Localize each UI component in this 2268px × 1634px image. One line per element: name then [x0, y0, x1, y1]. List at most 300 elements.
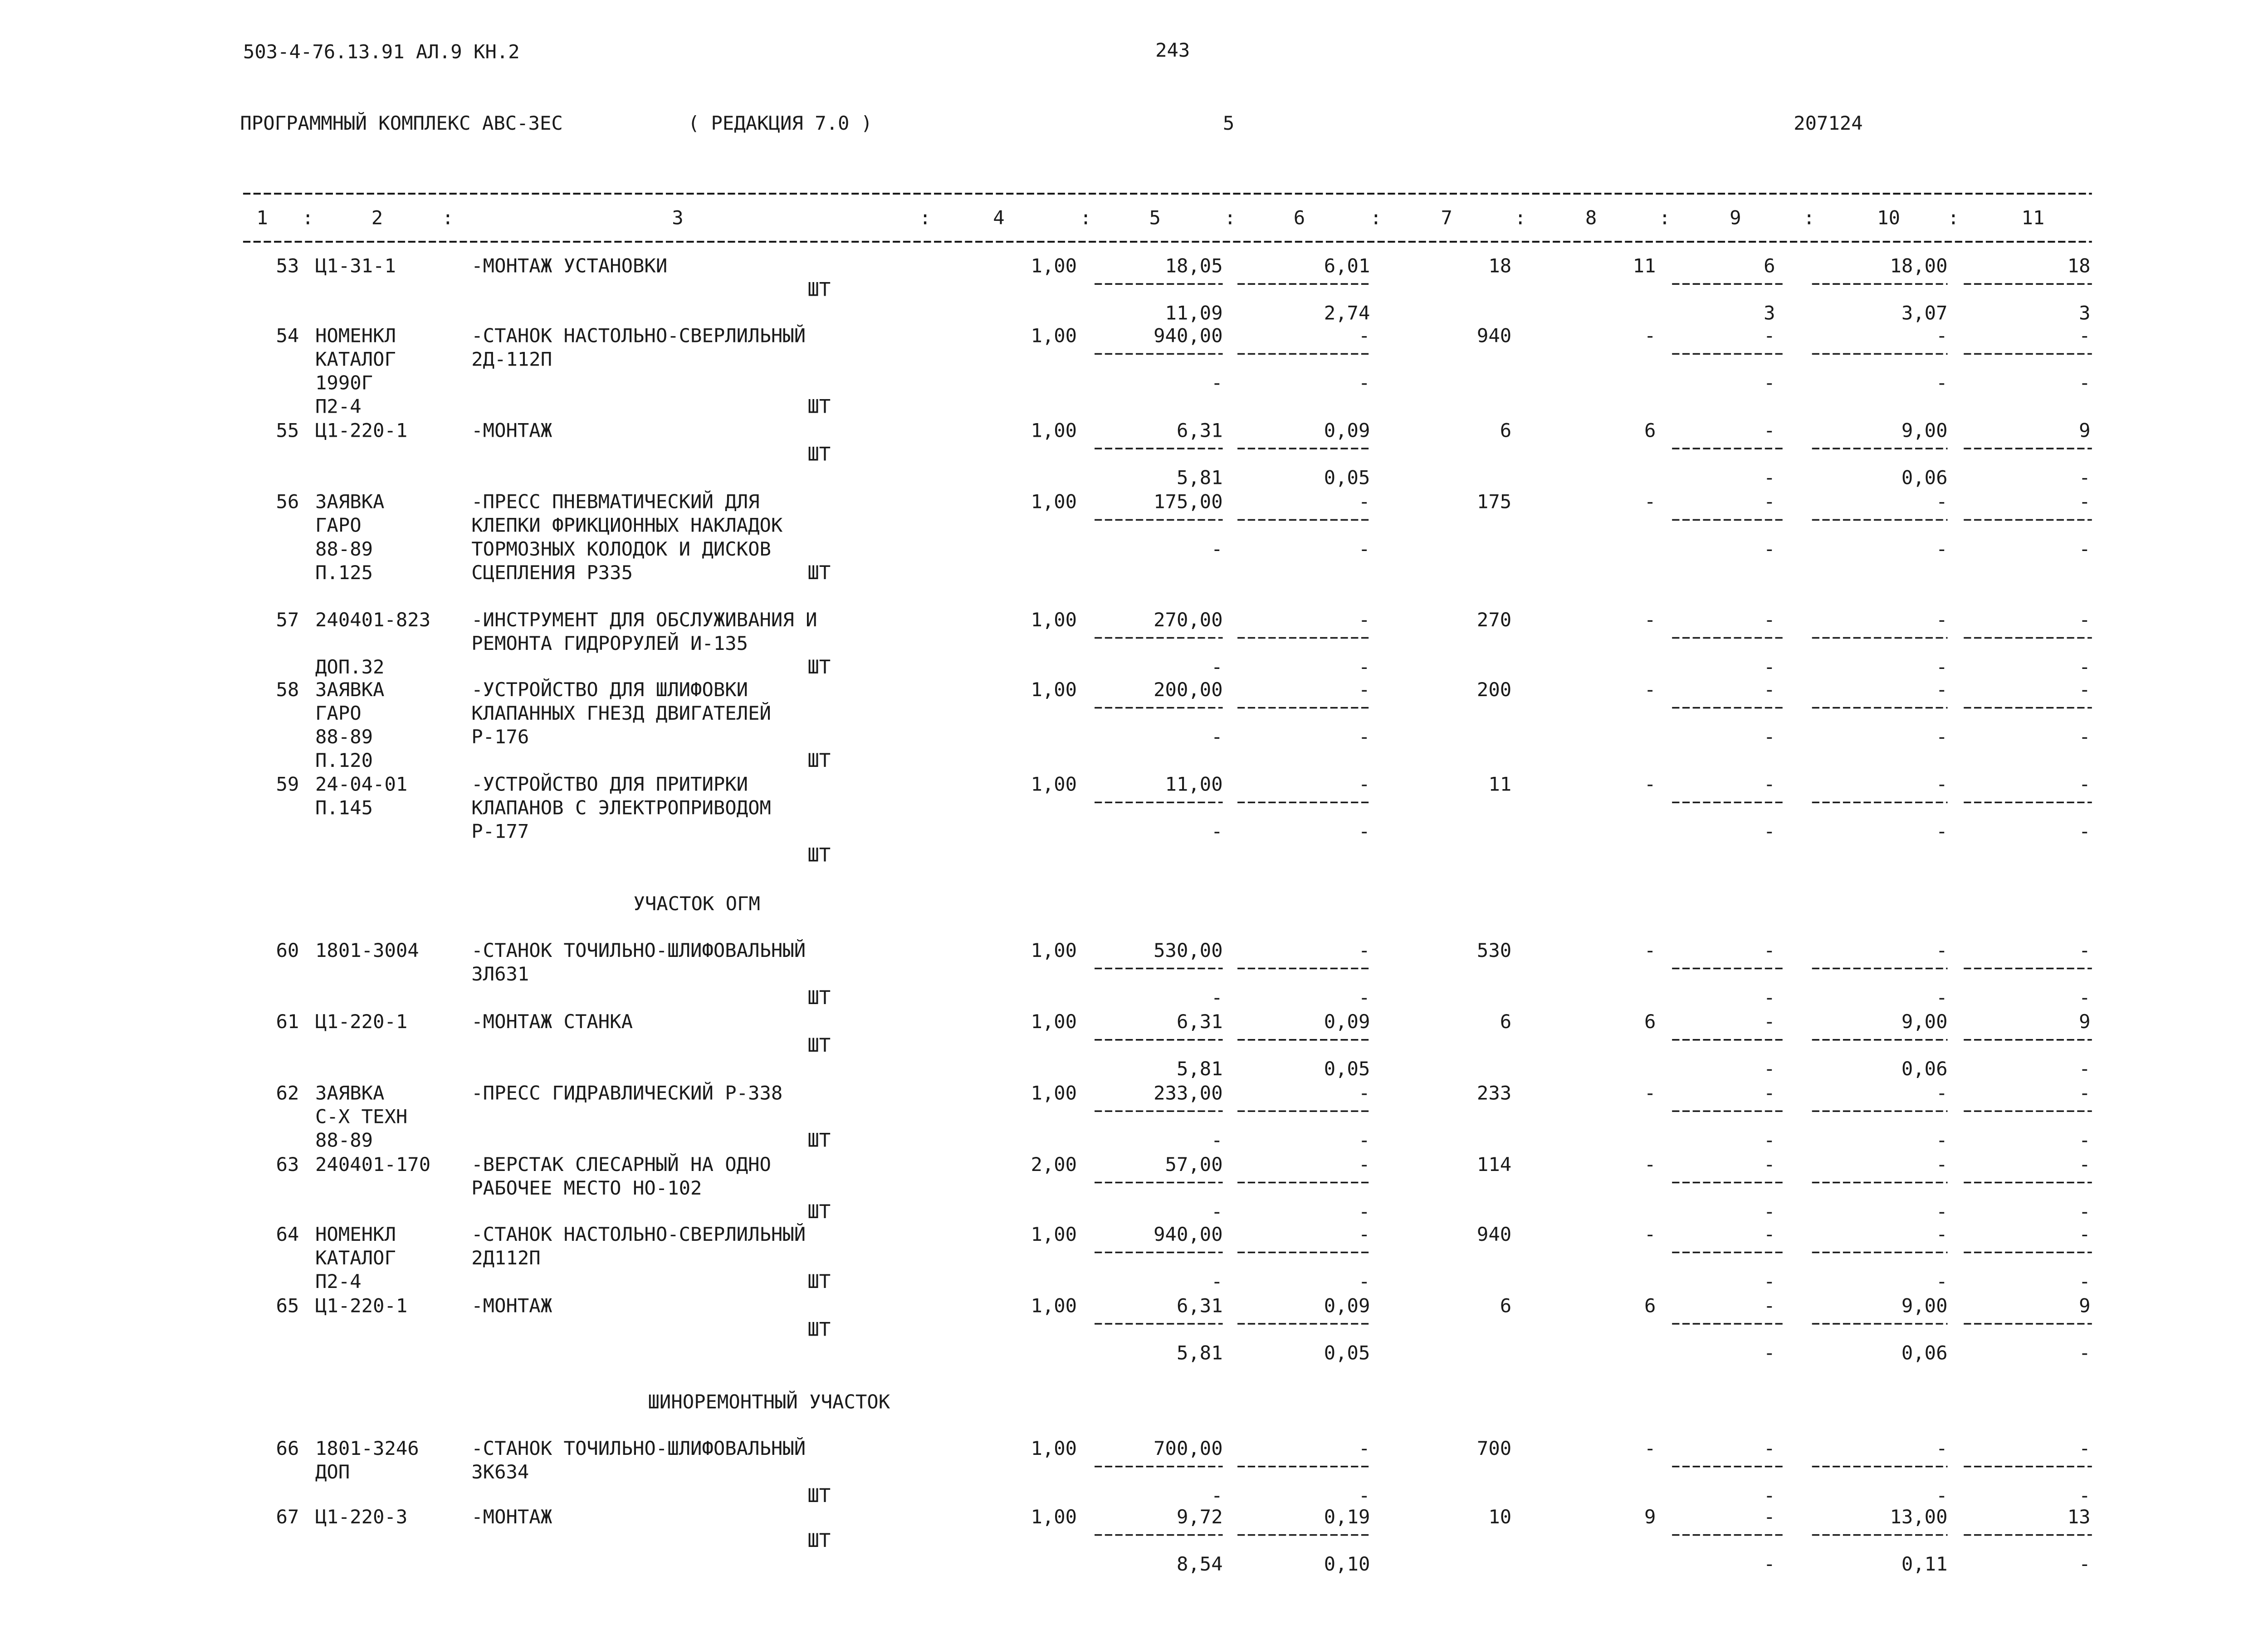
item-code: Ц1-220-1	[315, 1294, 408, 1317]
cost-v11: -	[2079, 1153, 2091, 1176]
column-8-value: -	[1644, 1223, 1656, 1245]
cost-v6-sub: -	[1358, 820, 1370, 843]
cost-v11-sub: -	[2079, 537, 2091, 560]
program-title: ПРОГРАММНЫЙ КОМПЛЕКС АВС-3ЕС	[240, 112, 563, 134]
item-description: -ИНСТРУМЕНТ ДЛЯ ОБСЛУЖИВАНИЯ И	[471, 609, 817, 631]
unit-of-measure: ШТ	[807, 1200, 831, 1223]
table-row	[276, 324, 2092, 418]
cost-v11-sub: -	[2079, 1129, 2091, 1151]
column-7-value: 530	[1476, 939, 1512, 961]
item-code: П.125	[315, 561, 373, 584]
cost-v10: 9,00	[1901, 419, 1948, 442]
row-number: 64	[276, 1223, 299, 1245]
cost-v6-sub: -	[1358, 1200, 1370, 1223]
column-8-value: -	[1644, 1082, 1656, 1104]
column-7-value: 200	[1476, 678, 1512, 701]
cost-v9-sub: -	[1764, 1341, 1775, 1364]
quantity-value: 1,00	[1031, 1437, 1077, 1459]
cost-v11-sub: -	[2079, 1553, 2091, 1575]
cost-v9: -	[1764, 1082, 1775, 1104]
cost-v9-sub: -	[1764, 1553, 1775, 1575]
item-code: Ц1-220-3	[315, 1506, 408, 1528]
cost-v10: 9,00	[1901, 1294, 1948, 1317]
cost-v5: 530,00	[1154, 939, 1223, 961]
cost-v9-sub: -	[1764, 1200, 1775, 1223]
unit-of-measure: ШТ	[807, 1529, 831, 1551]
cost-v10-sub: -	[1936, 820, 1948, 843]
unit-of-measure: ШТ	[807, 749, 831, 771]
item-code: НОМЕНКЛ	[315, 324, 396, 347]
cost-v6: -	[1358, 1223, 1370, 1245]
item-description: КЛАПАНОВ С ЭЛЕКТРОПРИВОДОМ	[471, 796, 771, 819]
cost-v10-sub: 0,06	[1901, 1058, 1948, 1080]
item-code: 24-04-01	[315, 773, 408, 795]
cost-v9: -	[1764, 324, 1775, 347]
cost-v10-sub: -	[1936, 537, 1948, 560]
item-code: 88-89	[315, 726, 373, 748]
cost-v11: -	[2079, 939, 2091, 961]
unit-of-measure: ШТ	[807, 1270, 831, 1293]
cost-v6: -	[1358, 773, 1370, 795]
item-code: ГАРО	[315, 514, 362, 537]
cost-v10-sub: 0,11	[1901, 1553, 1948, 1575]
cost-v6: -	[1358, 324, 1370, 347]
cost-v5: 57,00	[1165, 1153, 1223, 1176]
table-row	[276, 939, 2092, 1009]
cost-v11-sub: -	[2079, 1484, 2091, 1507]
item-description: КЛЕПКИ ФРИКЦИОННЫХ НАКЛАДОК	[471, 514, 783, 537]
cost-v6-sub: 0,05	[1324, 466, 1370, 489]
quantity-value: 1,00	[1031, 1506, 1077, 1528]
cost-v5: 270,00	[1154, 609, 1223, 631]
cost-v5: 6,31	[1176, 1294, 1223, 1317]
column-7-value: 10	[1488, 1506, 1512, 1528]
column-7-value: 18	[1488, 254, 1512, 277]
cost-v5-sub: -	[1211, 1484, 1223, 1507]
cost-v6-sub: -	[1358, 1129, 1370, 1151]
column-header-2: 2	[371, 206, 383, 229]
cost-v9: -	[1764, 773, 1775, 795]
column-separator-3: :	[919, 206, 931, 229]
item-description: -УСТРОЙСТВО ДЛЯ ШЛИФОВКИ	[471, 678, 748, 701]
cost-v10: -	[1936, 490, 1948, 513]
column-header-5: 5	[1149, 206, 1161, 229]
cost-v5-sub: -	[1211, 1270, 1223, 1293]
cost-v6: -	[1358, 1437, 1370, 1459]
cost-v9-sub: -	[1764, 820, 1775, 843]
cost-v9-sub: -	[1764, 1270, 1775, 1293]
cost-v9-sub: -	[1764, 1484, 1775, 1507]
column-header-8: 8	[1585, 206, 1597, 229]
table-row	[276, 419, 2092, 489]
column-8-value: 6	[1644, 1294, 1656, 1317]
estimate-table-body	[276, 255, 2092, 1575]
cost-v6: -	[1358, 490, 1370, 513]
item-description: -УСТРОЙСТВО ДЛЯ ПРИТИРКИ	[471, 773, 748, 795]
cost-v10: -	[1936, 1153, 1948, 1176]
column-header-9: 9	[1730, 206, 1741, 229]
column-separator-2: :	[442, 206, 454, 229]
column-8-value: -	[1644, 1153, 1656, 1176]
column-7-value: 11	[1488, 773, 1512, 795]
cost-v9: -	[1764, 1294, 1775, 1317]
item-description: -СТАНОК НАСТОЛЬНО-СВЕРЛИЛЬНЫЙ	[471, 1223, 806, 1245]
cost-v5: 940,00	[1154, 1223, 1223, 1245]
column-7-value: 940	[1476, 1223, 1512, 1245]
cost-v10: -	[1936, 609, 1948, 631]
item-description: 3Л631	[471, 963, 529, 985]
column-7-value: 700	[1476, 1437, 1512, 1459]
row-number: 65	[276, 1294, 299, 1317]
item-description: -ПРЕСС ГИДРАВЛИЧЕСКИЙ Р-338	[471, 1082, 783, 1104]
column-7-value: 940	[1476, 324, 1512, 347]
quantity-value: 1,00	[1031, 1223, 1077, 1245]
cost-v9: -	[1764, 1437, 1775, 1459]
cost-v9-sub: -	[1764, 466, 1775, 489]
item-code: КАТАЛОГ	[315, 1247, 396, 1269]
item-description: -ПРЕСС ПНЕВМАТИЧЕСКИЙ ДЛЯ	[471, 490, 760, 513]
row-number: 58	[276, 678, 299, 701]
item-description: -МОНТАЖ	[471, 1506, 552, 1528]
cost-v6: -	[1358, 678, 1370, 701]
item-code: 240401-170	[315, 1153, 431, 1176]
quantity-value: 1,00	[1031, 609, 1077, 631]
item-code: П.145	[315, 796, 373, 819]
cost-v9: -	[1764, 1153, 1775, 1176]
column-separator-5: :	[1224, 206, 1236, 229]
item-code: НОМЕНКЛ	[315, 1223, 396, 1245]
quantity-value: 1,00	[1031, 254, 1077, 277]
cost-v11-sub: -	[2079, 656, 2091, 678]
column-separator-7: :	[1514, 206, 1526, 229]
cost-v9: -	[1764, 490, 1775, 513]
column-8-value: 9	[1644, 1506, 1656, 1528]
cost-v10-sub: -	[1936, 1129, 1948, 1151]
cost-v11-sub: -	[2079, 986, 2091, 1009]
item-code: 88-89	[315, 537, 373, 560]
table-row	[276, 1153, 2092, 1223]
document-code: 207124	[1794, 112, 1863, 134]
row-number: 66	[276, 1437, 299, 1459]
quantity-value: 1,00	[1031, 1010, 1077, 1033]
cost-v10: -	[1936, 1437, 1948, 1459]
cost-v9-sub: -	[1764, 371, 1775, 394]
section-number: 5	[1222, 112, 1235, 134]
cost-v10: 18,00	[1890, 254, 1948, 277]
item-code: П.120	[315, 749, 373, 771]
unit-of-measure: ШТ	[807, 561, 831, 584]
column-8-value: -	[1644, 324, 1656, 347]
column-7-value: 114	[1476, 1153, 1512, 1176]
cost-v6: 0,09	[1324, 1294, 1370, 1317]
cost-v9-sub: -	[1764, 656, 1775, 678]
cost-v5-sub: -	[1211, 1129, 1223, 1151]
row-number: 59	[276, 773, 299, 795]
item-code: Ц1-220-1	[315, 419, 408, 442]
table-row	[276, 1506, 2092, 1575]
table-row	[276, 1437, 2092, 1507]
column-8-value: -	[1644, 773, 1656, 795]
cost-v11: 9	[2079, 1294, 2091, 1317]
cost-v9: -	[1764, 609, 1775, 631]
item-description: -ВЕРСТАК СЛЕСАРНЫЙ НА ОДНО	[471, 1153, 771, 1176]
cost-v10-sub: 3,07	[1901, 302, 1948, 324]
cost-v6-sub: 0,05	[1324, 1341, 1370, 1364]
table-row	[276, 1082, 2092, 1151]
quantity-value: 1,00	[1031, 678, 1077, 701]
cost-v10: -	[1936, 1082, 1948, 1104]
item-description: 2Д112П	[471, 1247, 541, 1269]
cost-v6: -	[1358, 1082, 1370, 1104]
cost-v10: 9,00	[1901, 1010, 1948, 1033]
item-code: ГАРО	[315, 702, 362, 724]
cost-v9: -	[1764, 419, 1775, 442]
item-code: КАТАЛОГ	[315, 348, 396, 371]
item-description: -МОНТАЖ	[471, 419, 552, 442]
cost-v10-sub: 0,06	[1901, 466, 1948, 489]
cost-v9: 6	[1764, 254, 1775, 277]
cost-v10-sub: -	[1936, 1270, 1948, 1293]
item-description: 2Д-112П	[471, 348, 552, 371]
table-row	[276, 609, 2092, 678]
cost-v11-sub: -	[2079, 1341, 2091, 1364]
cost-v5-sub: 5,81	[1176, 466, 1223, 489]
program-edition: ( РЕДАКЦИЯ 7.0 )	[688, 112, 873, 134]
table-row	[276, 773, 2092, 866]
cost-v10: -	[1936, 1223, 1948, 1245]
cost-v11-sub: -	[2079, 820, 2091, 843]
cost-v5-sub: 8,54	[1176, 1553, 1223, 1575]
item-code: 1801-3004	[315, 939, 419, 961]
item-code: 240401-823	[315, 609, 431, 631]
item-description: -МОНТАЖ	[471, 1294, 552, 1317]
quantity-value: 1,00	[1031, 324, 1077, 347]
cost-v6: -	[1358, 609, 1370, 631]
item-description: -СТАНОК ТОЧИЛЬНО-ШЛИФОВАЛЬНЫЙ	[471, 939, 806, 961]
row-number: 53	[276, 254, 299, 277]
cost-v5-sub: 5,81	[1176, 1058, 1223, 1080]
section-title-tire-repair: ШИНОРЕМОНТНЫЙ УЧАСТОК	[648, 1390, 890, 1413]
cost-v9-sub: 3	[1764, 302, 1775, 324]
cost-v9: -	[1764, 1223, 1775, 1245]
column-7-value: 6	[1500, 419, 1512, 442]
cost-v5-sub: 5,81	[1176, 1341, 1223, 1364]
cost-v10-sub: -	[1936, 726, 1948, 748]
cost-v11: -	[2079, 609, 2091, 631]
cost-v11-sub: -	[2079, 371, 2091, 394]
cost-v9: -	[1764, 1506, 1775, 1528]
cost-v6: -	[1358, 939, 1370, 961]
cost-v5-sub: -	[1211, 726, 1223, 748]
cost-v11: -	[2079, 324, 2091, 347]
column-header-10: 10	[1877, 206, 1901, 229]
item-description: -СТАНОК ТОЧИЛЬНО-ШЛИФОВАЛЬНЫЙ	[471, 1437, 806, 1459]
cost-v5: 700,00	[1154, 1437, 1223, 1459]
item-code: 1801-3246	[315, 1437, 419, 1459]
item-description: Р-177	[471, 820, 529, 843]
column-separator-10: :	[1947, 206, 1960, 229]
cost-v11: 13	[2067, 1506, 2091, 1528]
cost-v5: 18,05	[1165, 254, 1223, 277]
quantity-value: 1,00	[1031, 1082, 1077, 1104]
cost-v11-sub: -	[2079, 1270, 2091, 1293]
table-row	[276, 678, 2092, 771]
unit-of-measure: ШТ	[807, 1318, 831, 1341]
document-reference: 503-4-76.13.91 АЛ.9 КН.2	[243, 40, 520, 63]
cost-v6: 0,09	[1324, 1010, 1370, 1033]
cost-v5-sub: -	[1211, 371, 1223, 394]
cost-v6-sub: 0,10	[1324, 1553, 1370, 1575]
column-8-value: 6	[1644, 1010, 1656, 1033]
cost-v9: -	[1764, 1010, 1775, 1033]
column-7-value: 6	[1500, 1294, 1512, 1317]
column-7-value: 6	[1500, 1010, 1512, 1033]
unit-of-measure: ШТ	[807, 395, 831, 418]
cost-v5: 6,31	[1176, 419, 1223, 442]
cost-v10-sub: -	[1936, 371, 1948, 394]
unit-of-measure: ШТ	[807, 1034, 831, 1057]
cost-v9-sub: -	[1764, 537, 1775, 560]
column-7-value: 270	[1476, 609, 1512, 631]
unit-of-measure: ШТ	[807, 1129, 831, 1151]
item-description: 3К634	[471, 1461, 529, 1483]
cost-v11: -	[2079, 678, 2091, 701]
column-8-value: -	[1644, 490, 1656, 513]
cost-v11: 9	[2079, 419, 2091, 442]
item-code: 1990Г	[315, 371, 373, 394]
cost-v6-sub: 0,05	[1324, 1058, 1370, 1080]
cost-v10: 13,00	[1890, 1506, 1948, 1528]
item-code: ЗАЯВКА	[315, 678, 385, 701]
cost-v11-sub: -	[2079, 466, 2091, 489]
row-number: 63	[276, 1153, 299, 1176]
quantity-value: 1,00	[1031, 419, 1077, 442]
item-description: СЦЕПЛЕНИЯ Р335	[471, 561, 633, 584]
table-row	[276, 1223, 2092, 1293]
column-header-7: 7	[1441, 206, 1452, 229]
cost-v6: -	[1358, 1153, 1370, 1176]
cost-v11: -	[2079, 1223, 2091, 1245]
cost-v5: 6,31	[1176, 1010, 1223, 1033]
cost-v6-sub: -	[1358, 371, 1370, 394]
cost-v5-sub: 11,09	[1165, 302, 1223, 324]
column-separator-1: :	[302, 206, 314, 229]
item-code: ДОП	[315, 1461, 350, 1483]
cost-v11-sub: -	[2079, 1200, 2091, 1223]
column-header-11: 11	[2021, 206, 2045, 229]
table-row	[276, 1295, 2092, 1364]
cost-v6-sub: -	[1358, 537, 1370, 560]
item-description: РЕМОНТА ГИДРОРУЛЕЙ И-135	[471, 632, 748, 654]
item-description: Р-176	[471, 726, 529, 748]
page-number: 243	[1155, 39, 1190, 62]
cost-v6: 0,09	[1324, 419, 1370, 442]
cost-v5: 233,00	[1154, 1082, 1223, 1104]
item-description: КЛАПАННЫХ ГНЕЗД ДВИГАТЕЛЕЙ	[471, 702, 771, 724]
column-separator-6: :	[1370, 206, 1382, 229]
quantity-value: 1,00	[1031, 773, 1077, 795]
item-code: ЗАЯВКА	[315, 1082, 385, 1104]
cost-v11: -	[2079, 773, 2091, 795]
cost-v9-sub: -	[1764, 986, 1775, 1009]
cost-v6-sub: -	[1358, 1270, 1370, 1293]
table-row	[276, 1010, 2092, 1080]
item-code: ДОП.32	[315, 656, 385, 678]
cost-v10-sub: -	[1936, 1484, 1948, 1507]
cost-v6-sub: -	[1358, 986, 1370, 1009]
cost-v10-sub: -	[1936, 986, 1948, 1009]
row-number: 61	[276, 1010, 299, 1033]
item-description: РАБОЧЕЕ МЕСТО НО-102	[471, 1177, 702, 1199]
cost-v6-sub: -	[1358, 1484, 1370, 1507]
column-8-value: 6	[1644, 419, 1656, 442]
item-code: Ц1-31-1	[315, 254, 396, 277]
item-code: П2-4	[315, 1270, 362, 1293]
item-description: -МОНТАЖ СТАНКА	[471, 1010, 633, 1033]
cost-v11: 18	[2067, 254, 2091, 277]
cost-v5-sub: -	[1211, 820, 1223, 843]
unit-of-measure: ШТ	[807, 986, 831, 1009]
cost-v5: 175,00	[1154, 490, 1223, 513]
row-number: 60	[276, 939, 299, 961]
cost-v5: 940,00	[1154, 324, 1223, 347]
column-8-value: -	[1644, 939, 1656, 961]
cost-v11: -	[2079, 1437, 2091, 1459]
cost-v5-sub: -	[1211, 986, 1223, 1009]
table-row	[276, 255, 2092, 324]
cost-v10-sub: 0,06	[1901, 1341, 1948, 1364]
quantity-value: 1,00	[1031, 490, 1077, 513]
cost-v11-sub: -	[2079, 726, 2091, 748]
cost-v10-sub: -	[1936, 1200, 1948, 1223]
cost-v6-sub: 2,74	[1324, 302, 1370, 324]
cost-v5: 200,00	[1154, 678, 1223, 701]
item-code: ЗАЯВКА	[315, 490, 385, 513]
unit-of-measure: ШТ	[807, 443, 831, 465]
row-number: 56	[276, 490, 299, 513]
quantity-value: 1,00	[1031, 1294, 1077, 1317]
item-description: -МОНТАЖ УСТАНОВКИ	[471, 254, 668, 277]
column-7-value: 175	[1476, 490, 1512, 513]
column-7-value: 233	[1476, 1082, 1512, 1104]
column-8-value: -	[1644, 609, 1656, 631]
column-header-4: 4	[993, 206, 1005, 229]
unit-of-measure: ШТ	[807, 656, 831, 678]
column-separator-8: :	[1659, 206, 1671, 229]
cost-v9-sub: -	[1764, 726, 1775, 748]
cost-v11: -	[2079, 1082, 2091, 1104]
unit-of-measure: ШТ	[807, 844, 831, 866]
column-8-value: 11	[1633, 254, 1656, 277]
unit-of-measure: ШТ	[807, 278, 831, 301]
column-separator-9: :	[1803, 206, 1815, 229]
cost-v11: -	[2079, 490, 2091, 513]
cost-v6-sub: -	[1358, 726, 1370, 748]
quantity-value: 2,00	[1031, 1153, 1077, 1176]
cost-v5: 11,00	[1165, 773, 1223, 795]
cost-v9: -	[1764, 939, 1775, 961]
table-row	[276, 490, 2092, 584]
item-description: -СТАНОК НАСТОЛЬНО-СВЕРЛИЛЬНЫЙ	[471, 324, 806, 347]
cost-v5: 9,72	[1176, 1506, 1223, 1528]
cost-v9: -	[1764, 678, 1775, 701]
cost-v6-sub: -	[1358, 656, 1370, 678]
item-code: П2-4	[315, 395, 362, 418]
column-header-3: 3	[672, 206, 684, 229]
row-number: 67	[276, 1506, 299, 1528]
row-number: 55	[276, 419, 299, 442]
quantity-value: 1,00	[1031, 939, 1077, 961]
